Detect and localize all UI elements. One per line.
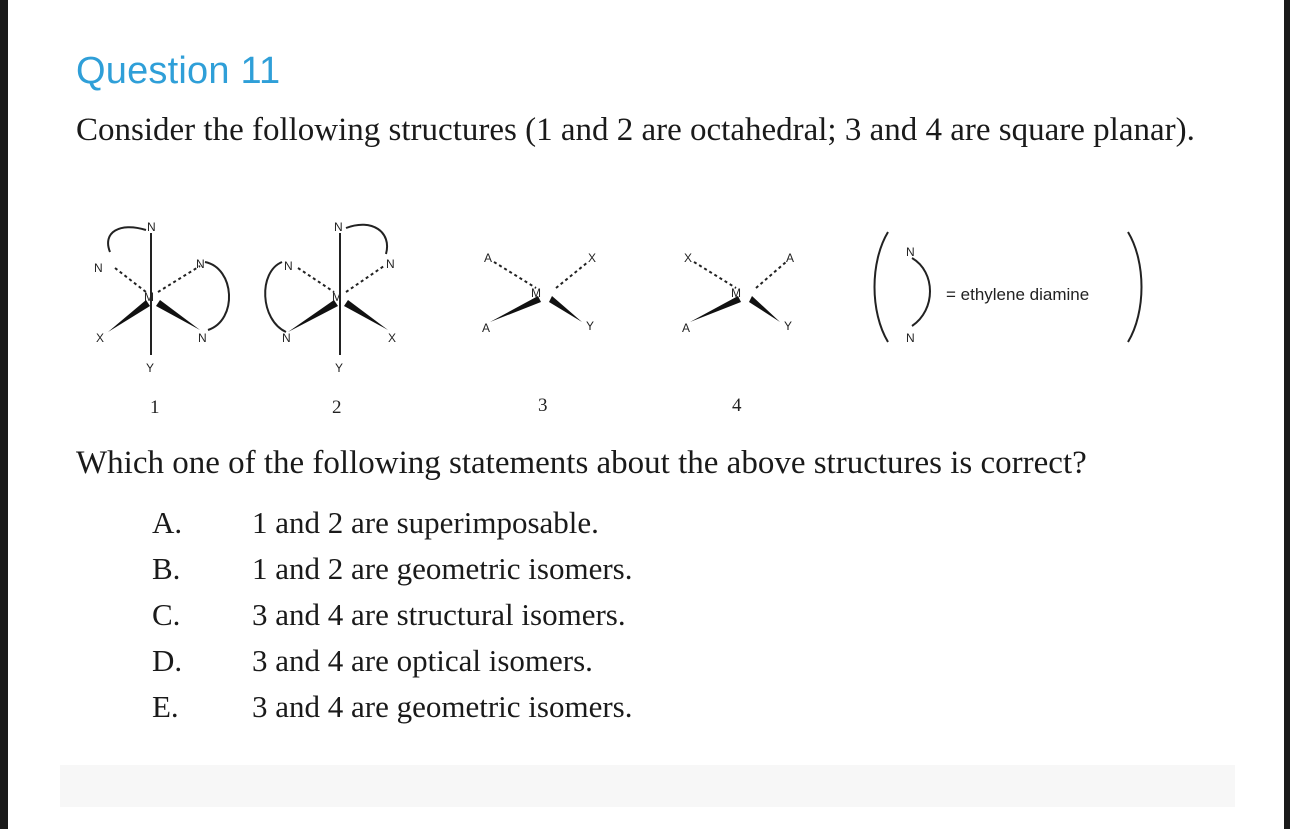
question-prompt: Consider the following structures (1 and 2 are octahedral; 3 and 4 are square planar). [76, 112, 1195, 148]
s3-label-x: X [588, 251, 597, 265]
structure-3 [482, 251, 596, 416]
option-a-letter: A. [152, 505, 183, 540]
s1-number: 1 [150, 397, 160, 418]
s3-label-y: Y [586, 319, 595, 333]
s2-label-n-lower: N [282, 331, 291, 345]
s2-label-n-top: N [334, 220, 343, 234]
option-e-letter: E. [152, 689, 179, 724]
s4-number: 4 [732, 395, 742, 416]
s4-label-a-bottom: A [682, 321, 691, 335]
option-d-letter: D. [152, 643, 183, 678]
s2-label-m: M [332, 290, 342, 304]
s3-label-a-bottom: A [482, 321, 491, 335]
s1-label-n-left: N [94, 261, 103, 275]
s2-label-y: Y [335, 361, 344, 375]
s4-label-y: Y [784, 319, 793, 333]
question-title: Question 11 [76, 50, 281, 92]
s1-label-y: Y [146, 361, 155, 375]
s4-label-x: X [684, 251, 693, 265]
s4-label-a-top: A [786, 251, 795, 265]
option-b[interactable] [152, 551, 632, 587]
s1-label-x: X [96, 331, 105, 345]
option-b-text: 1 and 2 are geometric isomers. [252, 551, 633, 586]
s2-label-n-left: N [284, 259, 293, 273]
option-b-letter: B. [152, 551, 181, 586]
question-stem: Which one of the following statements about the above structures is correct? [76, 445, 1087, 481]
s3-number: 3 [538, 395, 548, 416]
legend-label-n-bottom: N [906, 331, 915, 345]
s1-label-n-right: N [196, 257, 205, 271]
option-d-text: 3 and 4 are optical isomers. [252, 643, 593, 678]
option-a-text: 1 and 2 are superimposable. [252, 505, 599, 540]
structure-4 [682, 251, 794, 416]
ethylene-diamine-legend [875, 232, 1142, 345]
s1-label-n-lower: N [198, 331, 207, 345]
structure-1 [94, 220, 229, 418]
s4-label-m: M [731, 286, 741, 300]
s2-number: 2 [332, 397, 342, 418]
structure-2 [265, 220, 396, 418]
option-a[interactable] [152, 505, 599, 541]
s3-label-m: M [531, 286, 541, 300]
option-c-letter: C. [152, 597, 181, 632]
option-c[interactable] [152, 597, 626, 633]
s2-label-x: X [388, 331, 397, 345]
option-d[interactable] [152, 643, 593, 679]
legend-definition: = ethylene diamine [946, 285, 1090, 304]
s1-label-m: M [144, 290, 154, 304]
legend-label-n-top: N [906, 245, 915, 259]
option-c-text: 3 and 4 are structural isomers. [252, 597, 626, 632]
s2-label-n-right: N [386, 257, 395, 271]
option-e[interactable] [152, 689, 632, 725]
option-e-text: 3 and 4 are geometric isomers. [252, 689, 633, 724]
s1-label-n-top: N [147, 220, 156, 234]
s3-label-a-top: A [484, 251, 493, 265]
